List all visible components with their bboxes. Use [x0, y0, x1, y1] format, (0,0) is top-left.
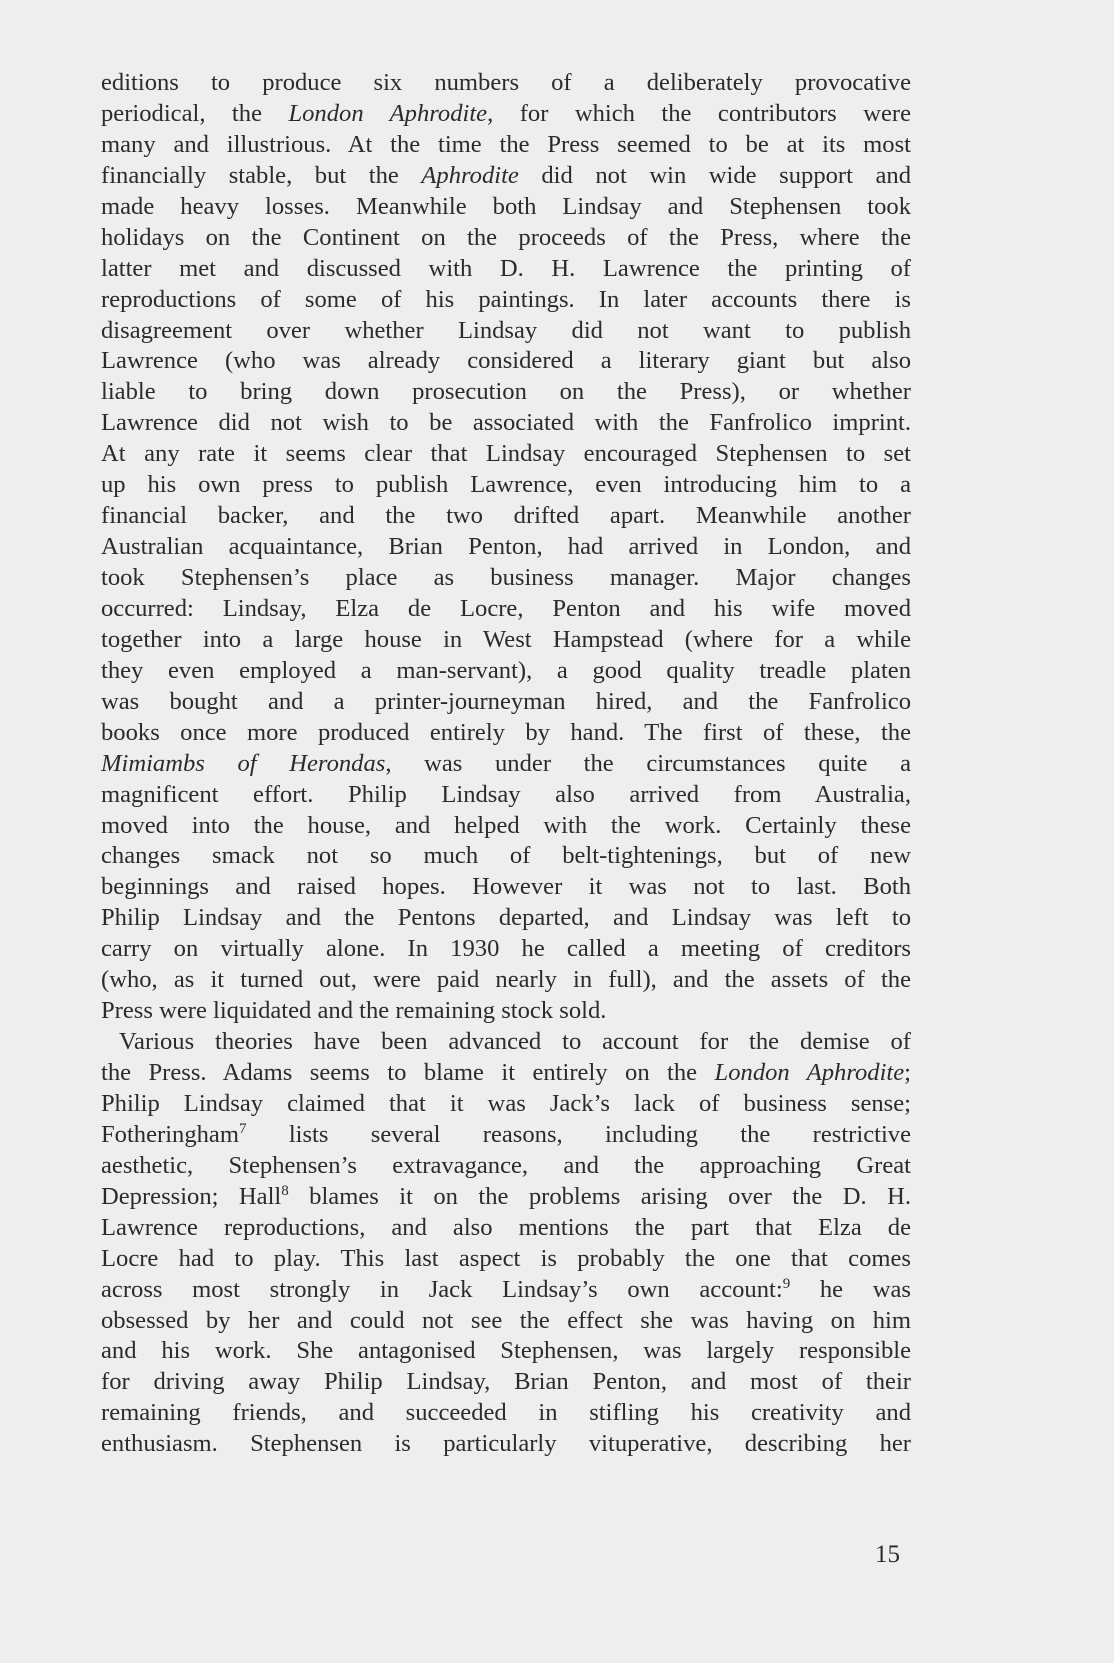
- text-line: [101, 1367, 911, 1398]
- text-segment: changes smack not so much of belt-tightenings, but of new: [101, 842, 911, 870]
- text-line: [101, 377, 911, 408]
- text-segment: Lawrence reproductions, and also mentions the part that Elza de: [101, 1213, 911, 1241]
- text-segment: he was: [790, 1275, 911, 1303]
- text-line: [101, 718, 911, 749]
- text-line: [101, 811, 911, 842]
- body-text: [101, 68, 911, 1460]
- text-segment: Lawrence (who was already considered a literary giant but also: [101, 347, 911, 375]
- text-line: [101, 996, 911, 1027]
- text-line: [101, 656, 911, 687]
- text-segment: financial backer, and the two drifted apart. Meanwhile another: [101, 502, 911, 530]
- text-segment: Locre had to play. This last aspect is probably the one that comes: [101, 1244, 911, 1272]
- text-segment: ;: [904, 1059, 911, 1086]
- text-segment: many and illustrious. At the time the Press seemed to be at its most: [101, 130, 911, 158]
- text-segment: up his own press to publish Lawrence, even introducing him to a: [101, 471, 911, 499]
- text-segment: (who, as it turned out, were paid nearly in full), and the assets of the: [101, 966, 911, 994]
- text-segment: At any rate it seems clear that Lindsay encouraged Stephensen to set: [101, 440, 911, 468]
- text-line: [101, 1089, 911, 1120]
- text-line: [101, 1398, 911, 1429]
- text-segment: did not win wide support and: [518, 161, 911, 189]
- text-line: [101, 841, 911, 872]
- text-line: [101, 594, 911, 625]
- italic-title: Mimiambs of Herondas: [101, 749, 386, 777]
- page-number: 15: [875, 1541, 900, 1568]
- text-segment: holidays on the Continent on the proceeds of the Press, where the: [101, 223, 911, 251]
- text-segment: Australian acquaintance, Brian Penton, had arrived in London, and: [101, 533, 911, 561]
- text-line: [101, 130, 911, 161]
- text-line: [101, 68, 911, 99]
- text-line: [101, 563, 911, 594]
- text-segment: liable to bring down prosecution on the Press), or whether: [101, 378, 911, 406]
- text-line: [101, 1182, 911, 1213]
- text-line: [101, 470, 911, 501]
- text-segment: occurred: Lindsay, Elza de Locre, Penton and his wife moved: [101, 594, 911, 622]
- text-segment: across most strongly in Jack Lindsay’s own account:: [101, 1275, 783, 1303]
- text-segment: enthusiasm. Stephensen is particularly vituperative, describing her: [101, 1430, 911, 1458]
- text-line: [101, 254, 911, 285]
- text-line: [101, 501, 911, 532]
- text-segment: periodical, the: [101, 99, 289, 127]
- text-line: [101, 161, 911, 192]
- text-line: [101, 1244, 911, 1275]
- text-line: [101, 903, 911, 934]
- text-line: [101, 625, 911, 656]
- italic-title: London Aphrodite: [714, 1059, 905, 1086]
- text-segment: beginnings and raised hopes. However it was not to last. Both: [101, 873, 911, 901]
- text-line: [101, 1429, 911, 1460]
- text-segment: made heavy losses. Meanwhile both Lindsay and Stephensen took: [101, 192, 911, 220]
- text-line: [101, 408, 911, 439]
- text-segment: editions to produce six numbers of a deliberately provocative: [101, 69, 911, 96]
- text-line: [101, 749, 911, 780]
- text-segment: obsessed by her and could not see the effect she was having on him: [101, 1306, 911, 1334]
- text-segment: aesthetic, Stephensen’s extravagance, and the approaching Great: [101, 1151, 911, 1179]
- text-line: [101, 687, 911, 718]
- text-segment: moved into the house, and helped with the work. Certainly these: [101, 811, 911, 839]
- text-segment: Fotheringham: [101, 1120, 239, 1148]
- text-line: [101, 1213, 911, 1244]
- italic-title: Aphrodite: [421, 161, 519, 189]
- text-line: [101, 1151, 911, 1182]
- text-segment: Lawrence did not wish to be associated with the Fanfrolico imprint.: [101, 409, 911, 437]
- text-segment: blames it on the problems arising over the D. H.: [288, 1182, 911, 1210]
- text-line: [101, 1275, 911, 1306]
- text-line: [101, 1058, 911, 1089]
- text-segment: was bought and a printer-journeyman hired, and the Fanfrolico: [101, 687, 911, 715]
- text-segment: remaining friends, and succeeded in stifling his creativity and: [101, 1399, 911, 1427]
- footnote-marker: 7: [238, 1120, 247, 1137]
- text-segment: reproductions of some of his paintings. In later accounts there is: [101, 285, 911, 313]
- text-line: [101, 1120, 911, 1151]
- text-line: [101, 223, 911, 254]
- text-segment: books once more produced entirely by hand. The first of these, the: [101, 718, 911, 746]
- text-segment: Various theories have been advanced to account for the demise of: [119, 1028, 911, 1056]
- text-line: [101, 780, 911, 811]
- footnote-marker: 9: [782, 1275, 791, 1292]
- text-segment: disagreement over whether Lindsay did not want to publish: [101, 316, 911, 344]
- italic-title: London Aphrodite: [288, 99, 488, 127]
- text-segment: lists several reasons, including the restrictive: [246, 1120, 911, 1148]
- text-segment: financially stable, but the: [101, 161, 422, 189]
- text-line: [101, 192, 911, 223]
- text-line: [101, 1027, 911, 1058]
- text-segment: they even employed a man-servant), a good quality treadle platen: [101, 656, 911, 684]
- text-line: [101, 872, 911, 903]
- text-segment: Depression; Hall: [101, 1182, 282, 1210]
- text-segment: and his work. She antagonised Stephensen, was largely responsible: [101, 1337, 911, 1365]
- text-segment: magnificent effort. Philip Lindsay also arrived from Australia,: [101, 780, 911, 808]
- text-line: [101, 1306, 911, 1337]
- text-line: [101, 965, 911, 996]
- text-line: [101, 316, 911, 347]
- text-segment: Philip Lindsay and the Pentons departed, and Lindsay was left to: [101, 904, 911, 932]
- text-line: [101, 285, 911, 316]
- text-line: [101, 1336, 911, 1367]
- text-line: [101, 346, 911, 377]
- text-line: [101, 934, 911, 965]
- text-line: [101, 99, 911, 130]
- text-line: [101, 439, 911, 470]
- text-segment: , was under the circumstances quite a: [385, 749, 911, 777]
- text-segment: , for which the contributors were: [487, 99, 911, 127]
- text-segment: Press were liquidated and the remaining stock sold.: [101, 997, 607, 1025]
- text-segment: together into a large house in West Hampstead (where for a while: [101, 625, 911, 653]
- text-segment: Philip Lindsay claimed that it was Jack’s lack of business sense;: [101, 1089, 911, 1117]
- text-segment: carry on virtually alone. In 1930 he called a meeting of creditors: [101, 935, 911, 963]
- text-segment: took Stephensen’s place as business manager. Major changes: [101, 564, 911, 591]
- text-segment: latter met and discussed with D. H. Lawrence the printing of: [101, 254, 911, 282]
- footnote-marker: 8: [281, 1182, 289, 1199]
- text-segment: the Press. Adams seems to blame it entirely on the: [101, 1059, 715, 1086]
- text-line: [101, 532, 911, 563]
- text-segment: for driving away Philip Lindsay, Brian Penton, and most of their: [101, 1368, 911, 1396]
